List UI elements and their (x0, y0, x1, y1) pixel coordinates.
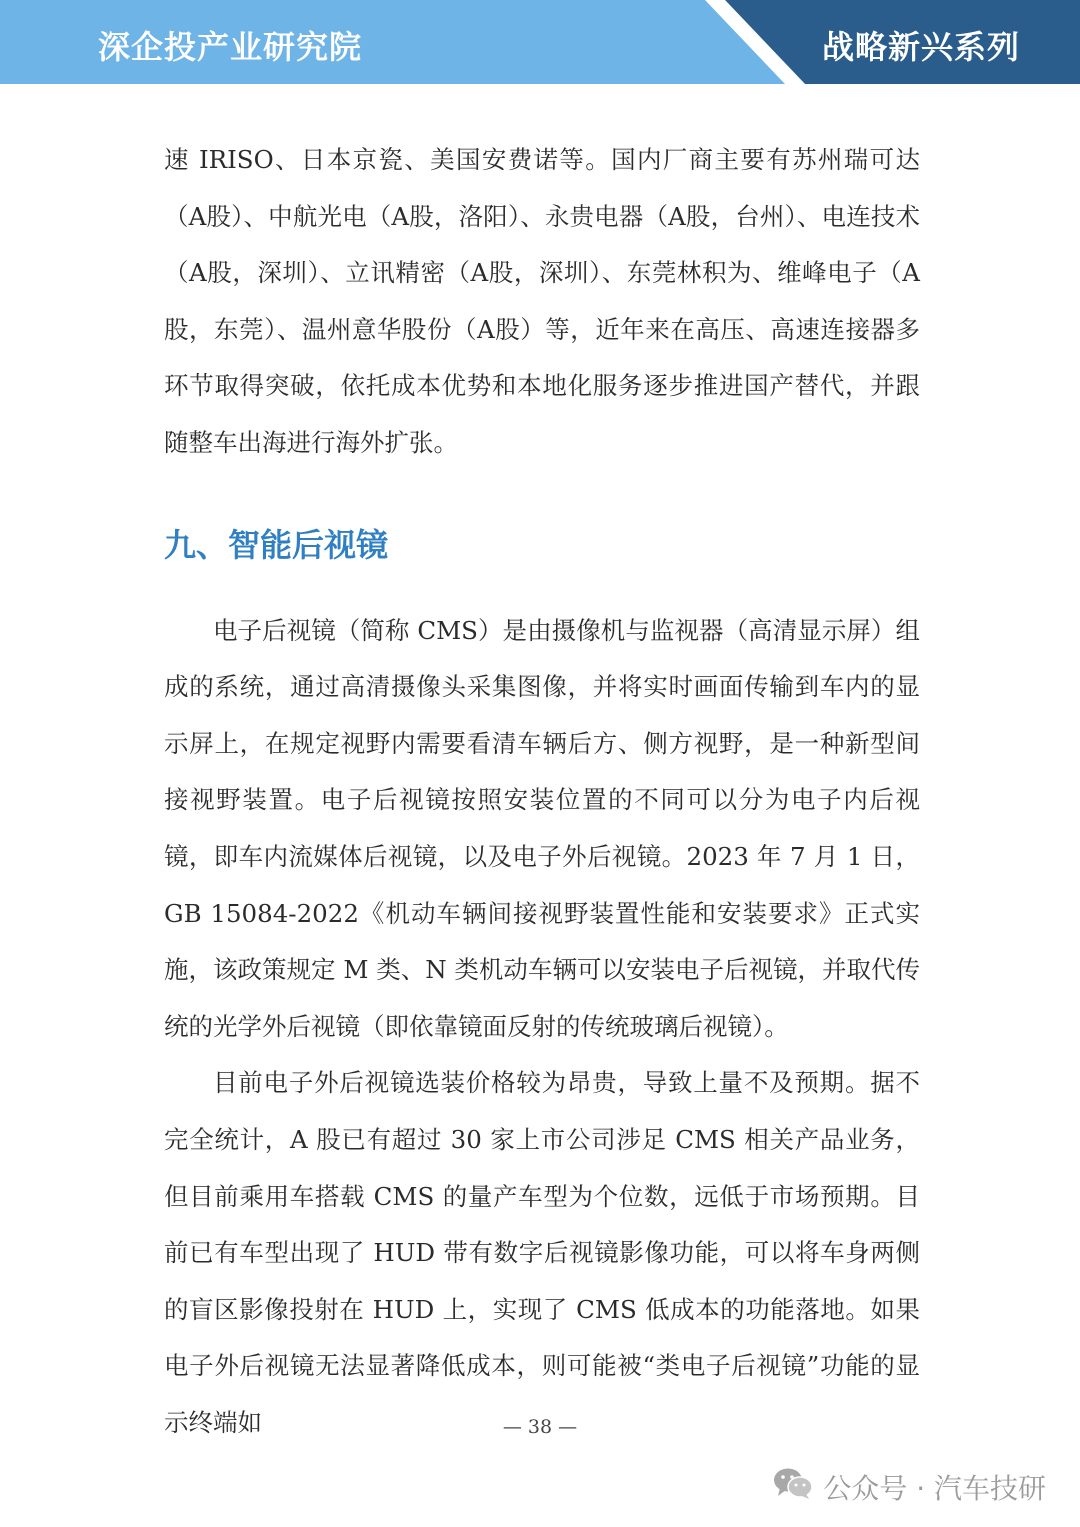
watermark-label: 公众号 · 汽车技研 (823, 1471, 1046, 1505)
page-content (164, 132, 920, 1451)
paragraph-continued: 速 IRISO、日本京瓷、美国安费诺等。国内厂商主要有苏州瑞可达（A股）、中航光电（A股，洛阳）、永贵电器（A股，台州）、电连技术（A股，深圳）、立讯精密（A股，深圳）、东莞林积为、维峰电子（A股，东莞）、温州意华股份（A股）等，近年来在高压、高速连接器多环节取得突破，依托成本优势和本地化服务逐步推进国产替代，并跟随整车出海进行海外扩张。 (164, 145, 920, 457)
wechat-icon (773, 1466, 813, 1507)
page-number: — 38 — (502, 1416, 578, 1438)
paragraph-cms-definition: 电子后视镜（简称 CMS）是由摄像机与监视器（高清显示屏）组成的系统，通过高清摄像头采集图像，并将实时画面传输到车内的显示屏上，在规定视野内需要看清车辆后方、侧方视野，是一种新型间接视野装置。电子后视镜按照安装位置的不同可以分为电子内后视镜，即车内流媒体后视镜，以及电子外后视镜。2023 年 7 月 1 日，GB 15084-2022《机动车辆间接视野装置性能和安装要求》正式实施，该政策规定 M 类、N 类机动车辆可以安装电子后视镜，并取代传统的光学外后视镜（即依靠镜面反射的传统玻璃后视镜）。 (164, 615, 920, 1041)
watermark (773, 1466, 1046, 1507)
page-header (0, 0, 1080, 84)
series-name: 战略新兴系列 (821, 28, 1020, 66)
institute-name: 深企投产业研究院 (98, 28, 363, 66)
paragraph-cms-market: 目前电子外后视镜选装价格较为昂贵，导致上量不及预期。据不完全统计，A 股已有超过 30 家上市公司涉足 CMS 相关产品业务，但目前乘用车搭载 CMS 的量产车型为个位数，远低于市场预期。目前已有车型出现了 HUD 带有数字后视镜影像功能，可以将车身两侧的盲区影像投射在 HUD 上，实现了 CMS 低成本的功能落地。如果电子外后视镜无法显著降低成本，则可能被“类电子后视镜”功能的显示终端如 (164, 1068, 920, 1437)
section-heading: 九、智能后视镜 (164, 525, 389, 564)
